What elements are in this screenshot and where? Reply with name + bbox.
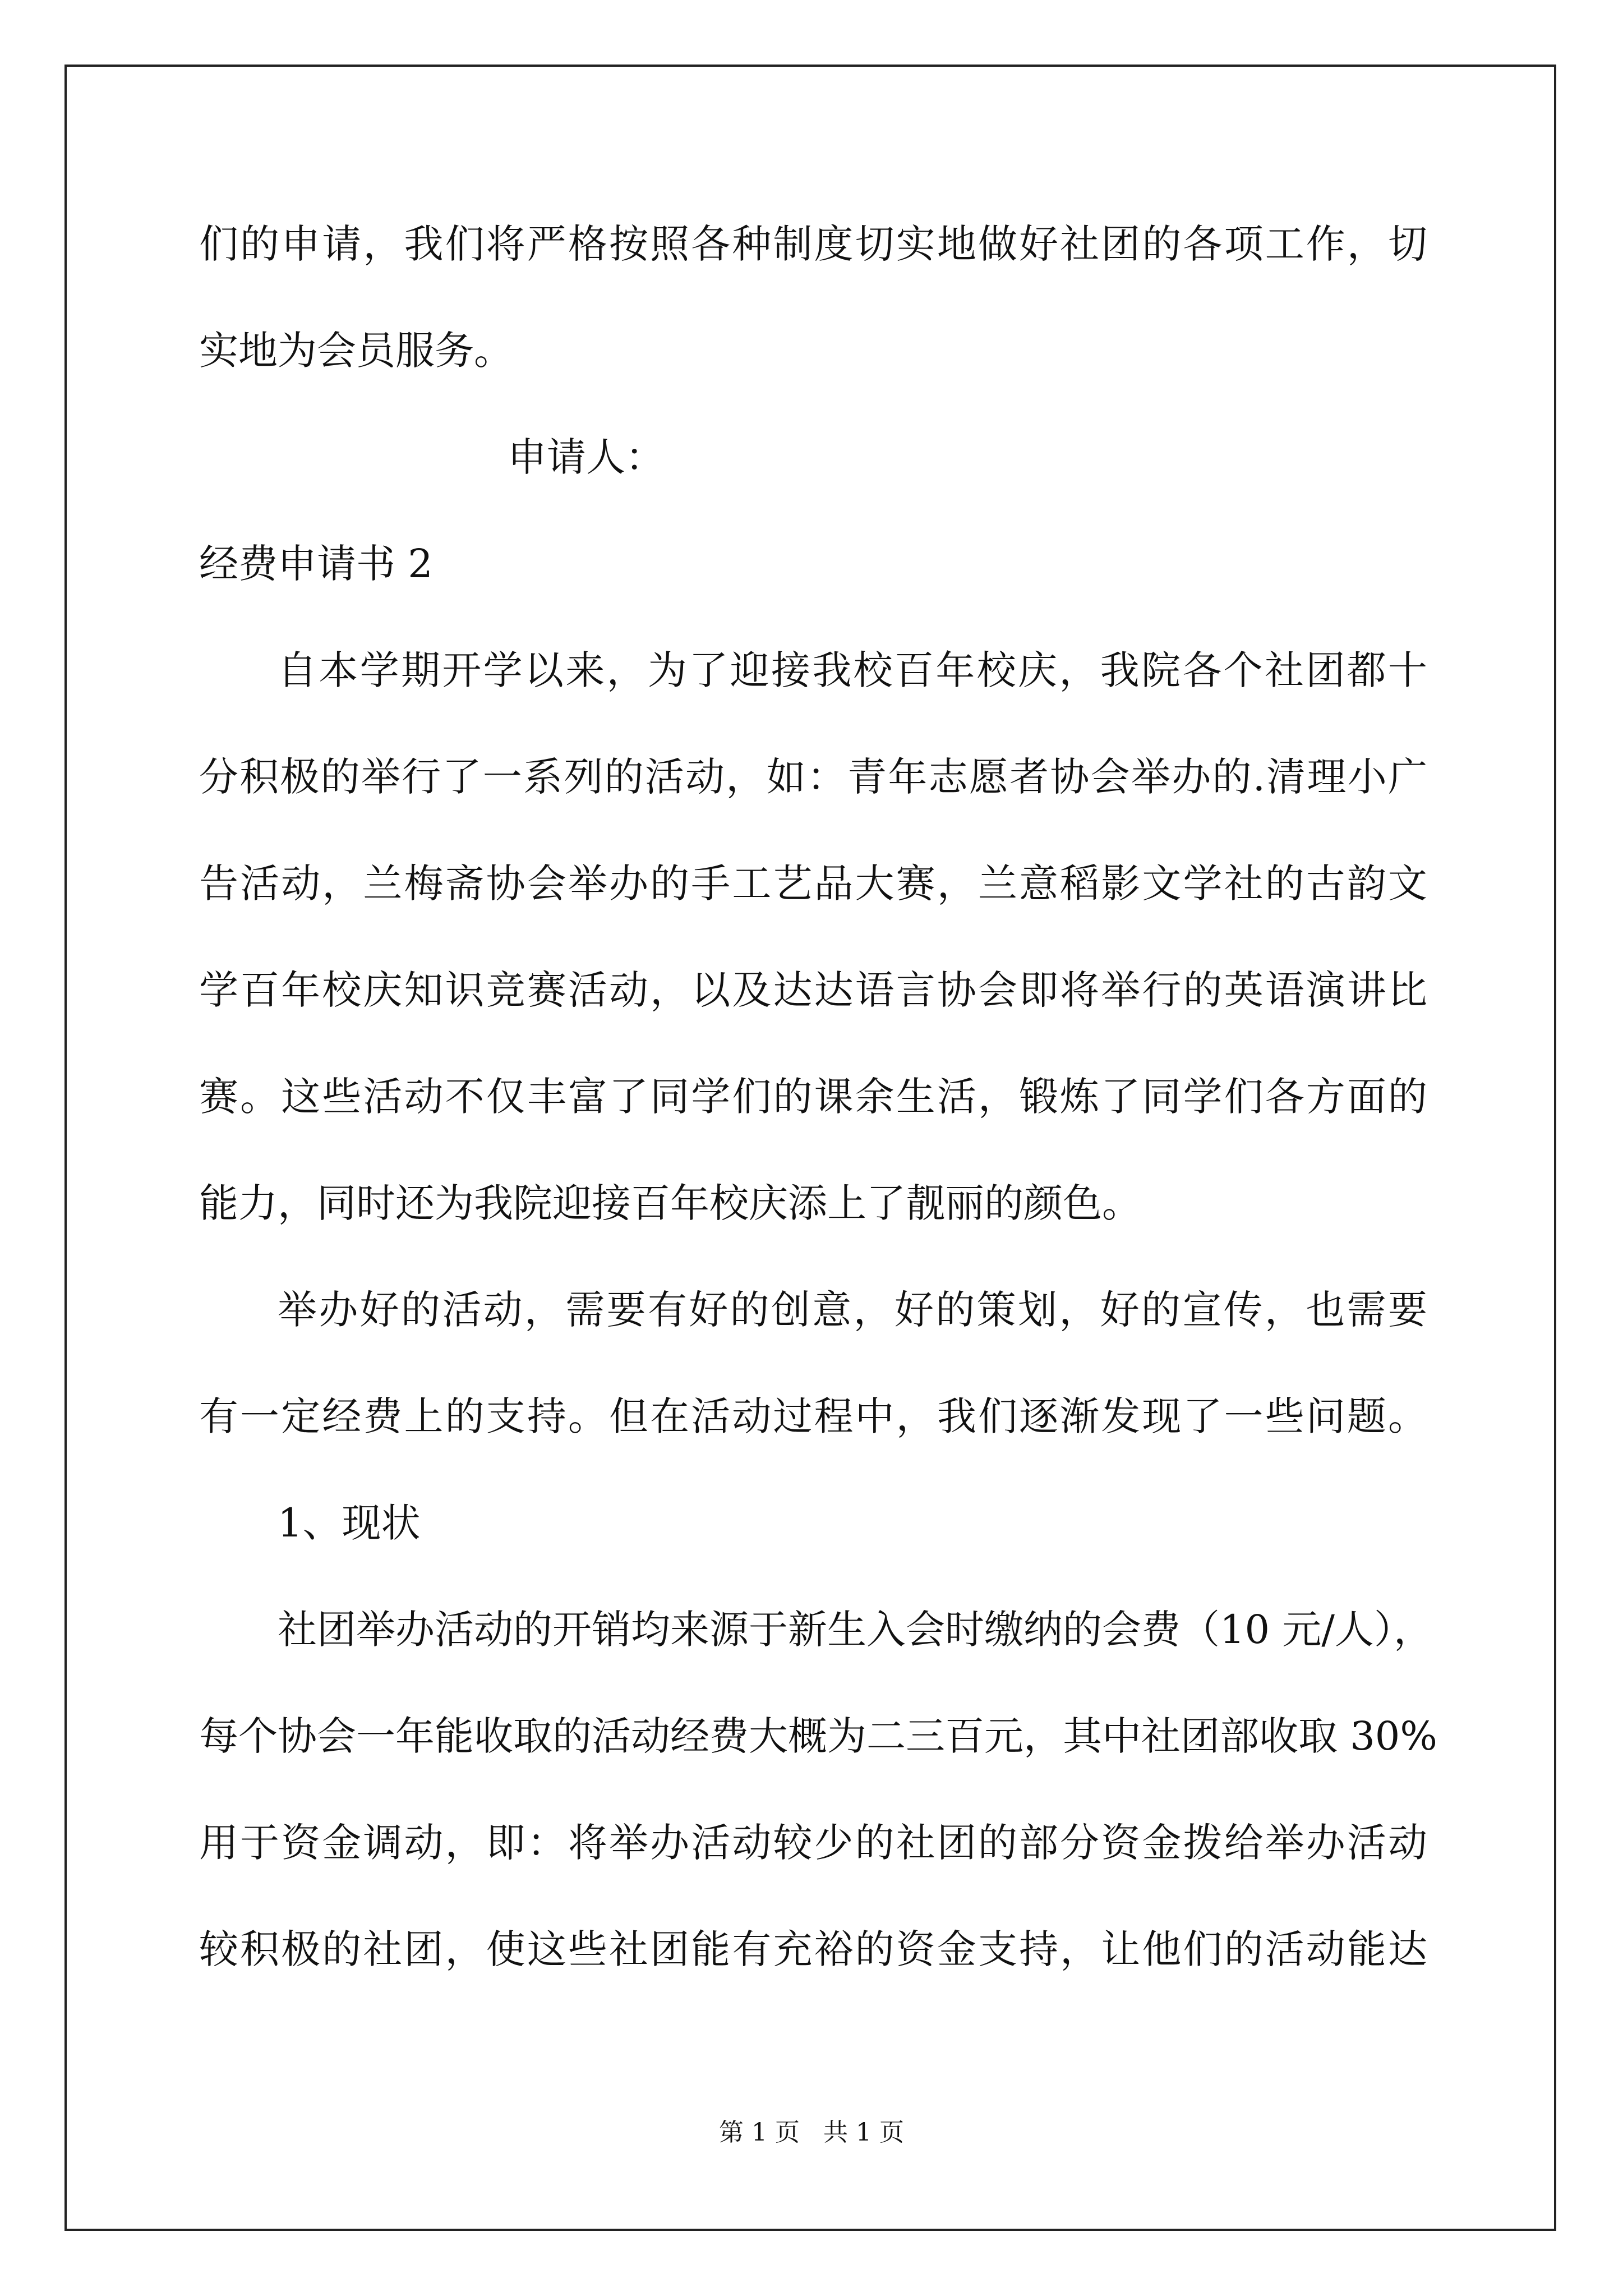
text-line: 告活动，兰梅斋协会举办的手工艺品大赛，兰意稻影文学社的古韵文: [199, 861, 1427, 907]
paragraph-first-line: 社团举办活动的开销均来源于新生入会时缴纳的会费（10 元/人），: [278, 1607, 1433, 1653]
text-line: 们的申请，我们将严格按照各种制度切实地做好社团的各项工作，切: [199, 221, 1427, 267]
paragraph-first-line: 举办好的活动，需要有好的创意，好的策划，好的宣传，也需要: [278, 1287, 1427, 1333]
text-line: 每个协会一年能收取的活动经费大概为二三百元，其中社团部收取 30%: [199, 1713, 1437, 1759]
applicant-label: 申请人：: [508, 434, 665, 480]
text-line: 实地为会员服务。: [199, 328, 513, 374]
text-line: 分积极的举行了一系列的活动，如：青年志愿者协会举办的.清理小广: [199, 754, 1427, 800]
page-footer: 第 1 页 共 1 页: [719, 2118, 904, 2147]
section-heading: 经费申请书 2: [199, 541, 433, 587]
paragraph-first-line: 自本学期开学以来，为了迎接我校百年校庆，我院各个社团都十: [278, 647, 1427, 693]
text-line: 用于资金调动，即：将举办活动较少的社团的部分资金拨给举办活动: [199, 1820, 1427, 1866]
text-line: 学百年校庆知识竞赛活动，以及达达语言协会即将举行的英语演讲比: [199, 967, 1427, 1013]
text-line: 有一定经费上的支持。但在活动过程中，我们逐渐发现了一些问题。: [199, 1393, 1427, 1439]
text-line: 赛。这些活动不仅丰富了同学们的课余生活，锻炼了同学们各方面的: [199, 1074, 1427, 1120]
subsection-heading: 1、现状: [278, 1500, 421, 1546]
text-line: 能力，同时还为我院迎接百年校庆添上了靓丽的颜色。: [199, 1180, 1141, 1226]
page-border: [64, 65, 1556, 2231]
text-line: 较积极的社团，使这些社团能有充裕的资金支持，让他们的活动能达: [199, 1926, 1427, 1972]
